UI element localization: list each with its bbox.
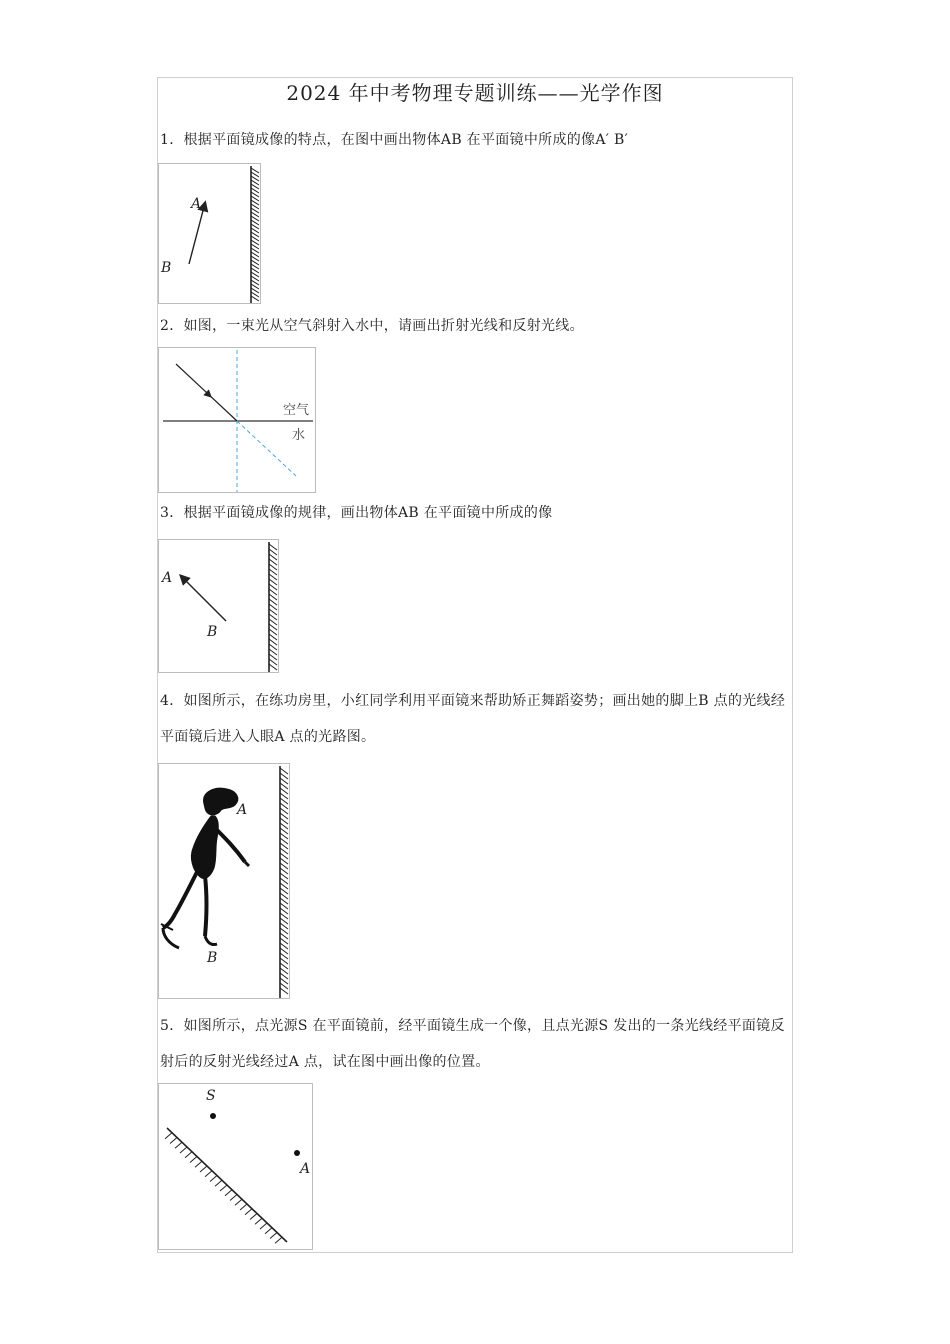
point-a [294, 1150, 300, 1156]
label-b: B [207, 950, 218, 966]
incident-ray [176, 364, 237, 421]
mirror-hatching [165, 1133, 282, 1244]
question-5-text: 5．如图所示，点光源S 在平面镜前，经平面镜生成一个像，且点光源S 发出的一条光线经平面镜反射后的反射光线经过A 点，试在图中画出像的位置。 [160, 1018, 785, 1070]
question-3-text: 3．根据平面镜成像的规律，画出物体AB 在平面镜中所成的像 [160, 505, 553, 521]
point-source-s [210, 1113, 216, 1119]
label-air: 空气 [283, 403, 310, 418]
figure-2-refraction [158, 347, 316, 493]
figure-2-drawing [159, 348, 317, 494]
label-water: 水 [292, 428, 306, 443]
figure-3-drawing [159, 540, 280, 674]
figure-5-drawing [159, 1084, 314, 1251]
question-4-text: 4．如图所示，在练功房里，小红同学利用平面镜来帮助矫正舞蹈姿势；画出她的脚上B 点的光线经平面镜后进入人眼A 点的光路图。 [160, 693, 786, 745]
extension-line [237, 421, 296, 476]
label-a: A [191, 196, 202, 212]
label-a: A [162, 570, 173, 586]
mirror-hatching [251, 168, 259, 301]
figure-3-plane-mirror-ab [158, 539, 279, 673]
question-1-text: 1．根据平面镜成像的特点，在图中画出物体AB 在平面镜中所成的像A′ B′ [160, 132, 629, 148]
page-title: 2024 年中考物理专题训练——光学作图 [286, 81, 664, 105]
figure-4-drawing [159, 764, 291, 1000]
figure-5-point-source-mirror [158, 1083, 313, 1250]
object-ab-arrow [189, 203, 205, 264]
question-2-text: 2．如图，一束光从空气斜射入水中，请画出折射光线和反射光线。 [160, 318, 584, 334]
dancer-silhouette [161, 788, 249, 948]
figure-1-drawing [159, 164, 262, 305]
figure-1-plane-mirror-ab [158, 163, 261, 304]
object-ab-arrow [181, 576, 226, 621]
figure-4-dancer-mirror [158, 763, 290, 999]
label-a: A [237, 802, 248, 818]
mirror-hatching [280, 768, 288, 994]
mirror-hatching [269, 544, 277, 670]
label-s: S [206, 1088, 216, 1104]
label-b: B [207, 624, 218, 640]
label-a: A [300, 1161, 311, 1177]
label-b: B [161, 260, 172, 276]
